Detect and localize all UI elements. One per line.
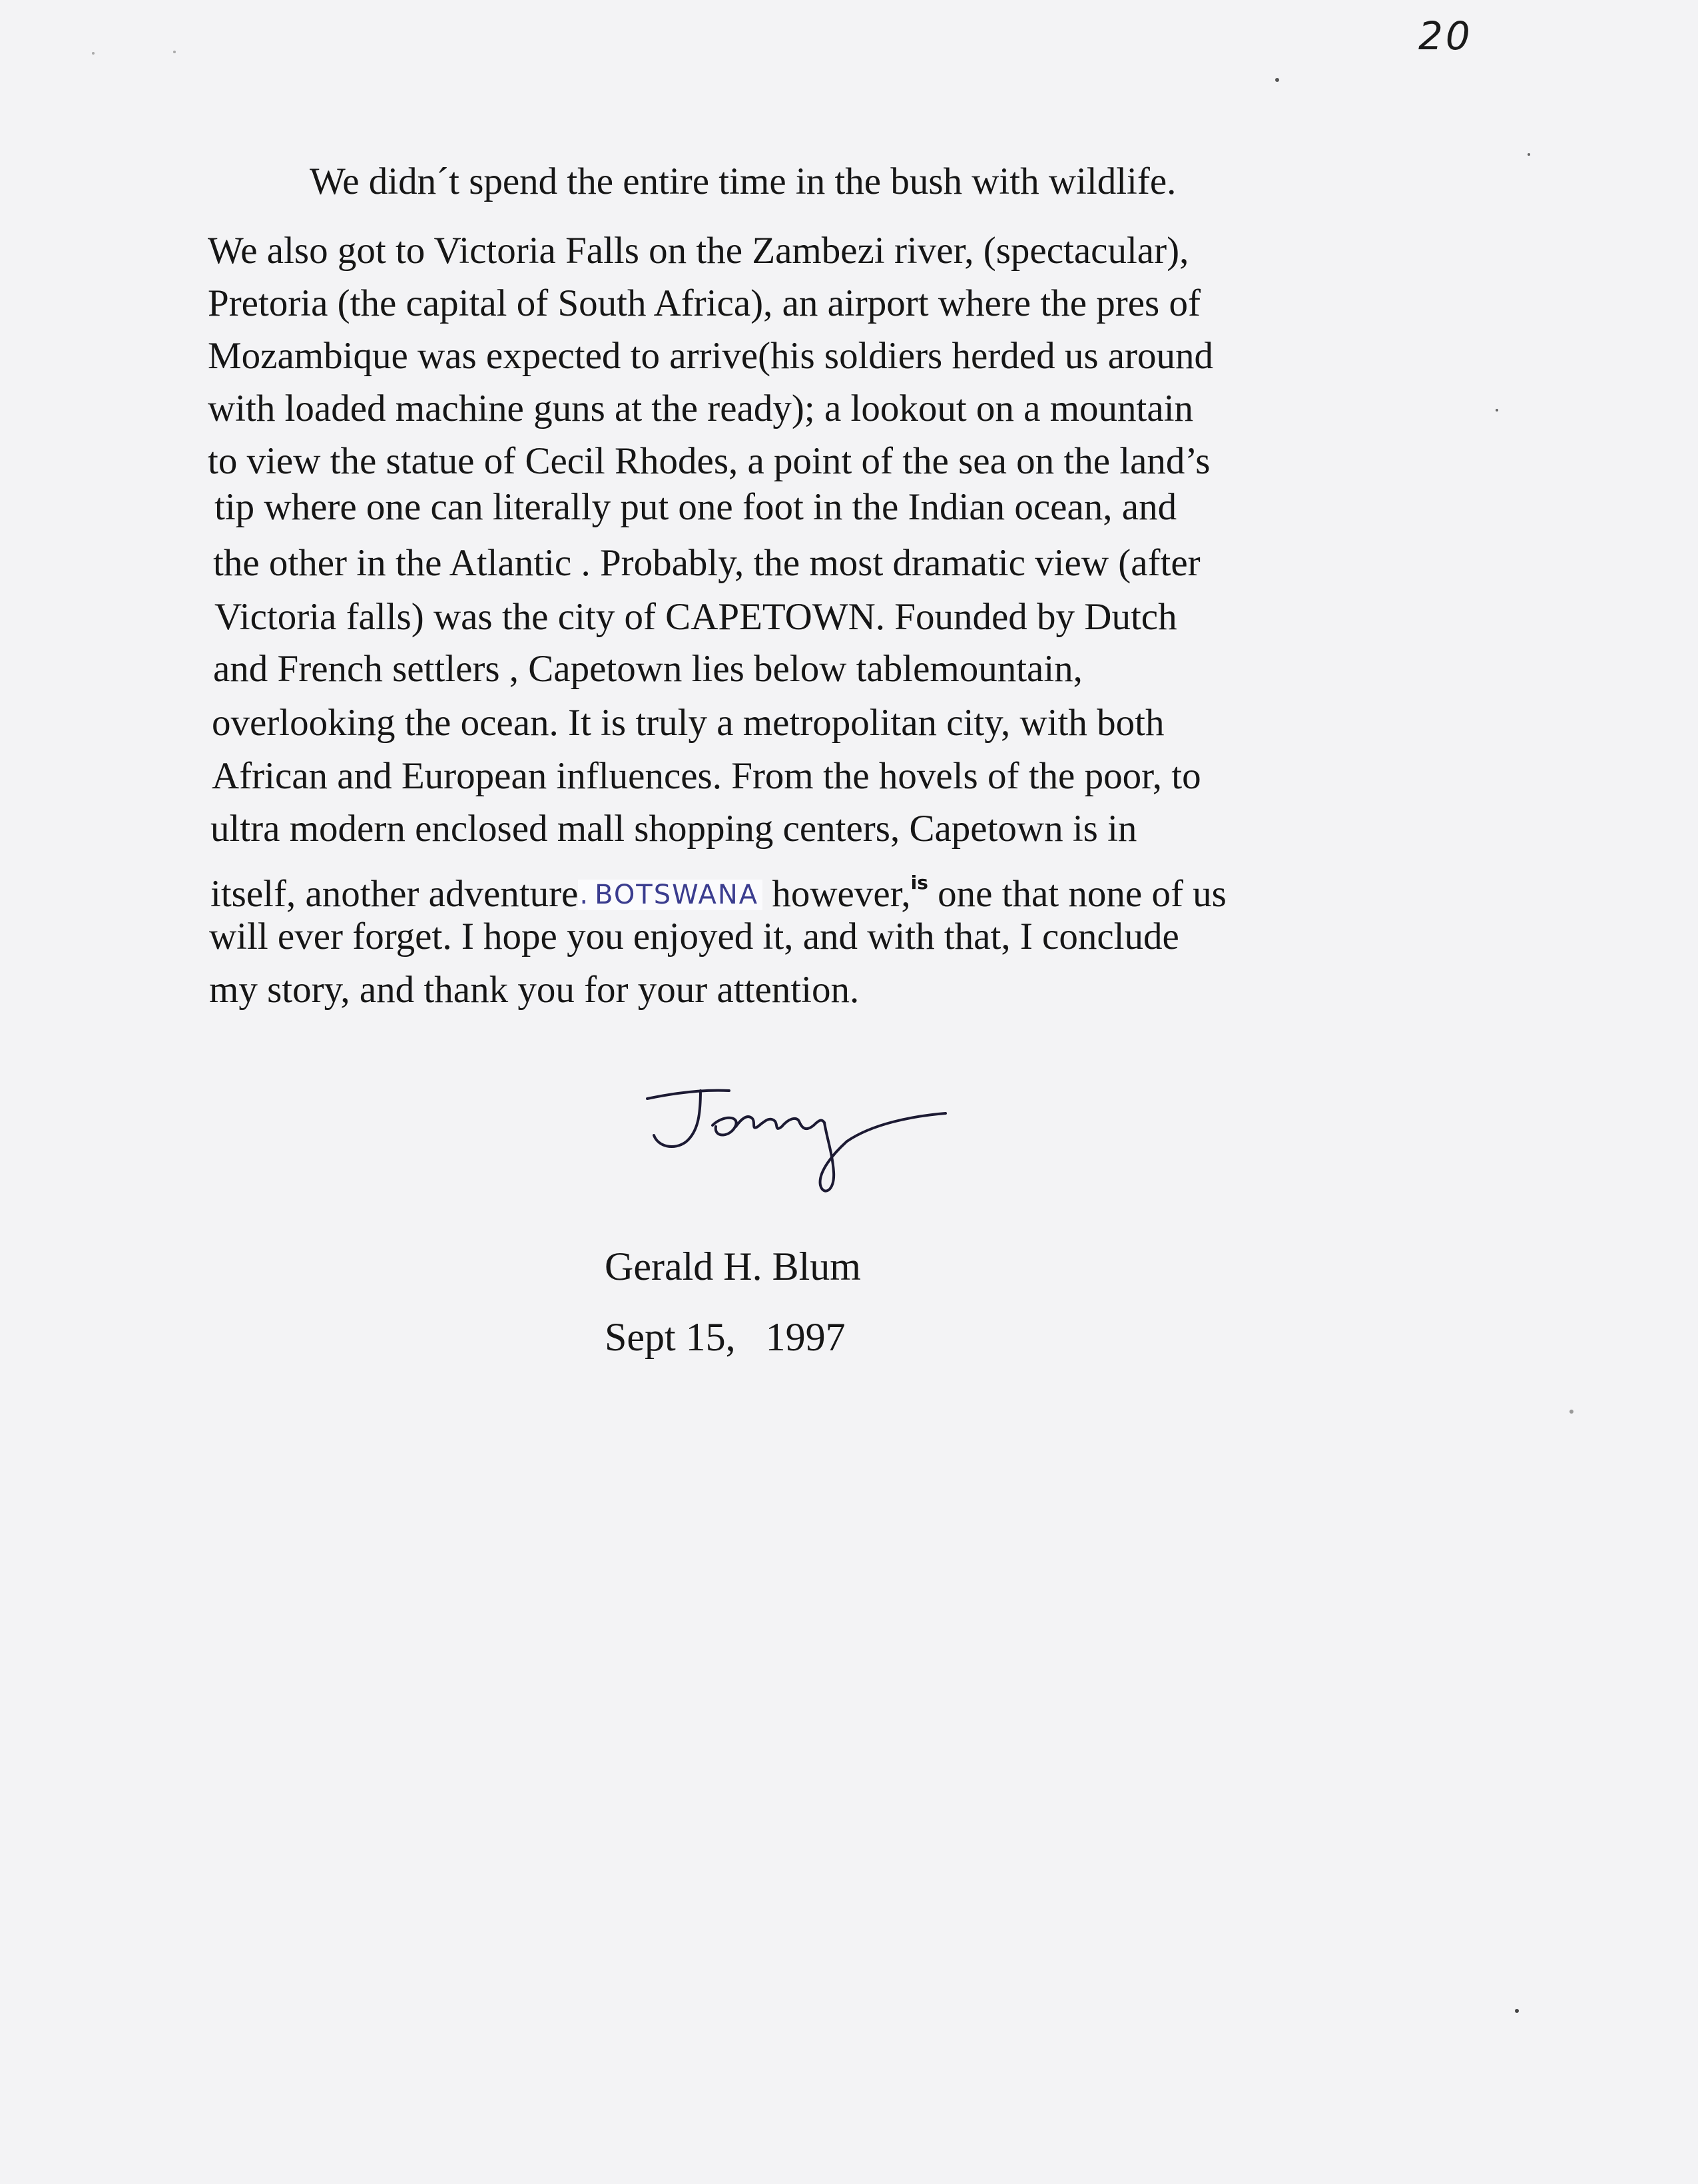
edited-line-middle: however,	[762, 873, 911, 915]
body-line: tip where one can literally put one foot in the Indian ocean, and	[214, 486, 1177, 528]
body-line: ultra modern enclosed mall shopping centers, Capetown is in	[210, 808, 1137, 850]
body-line: and French settlers , Capetown lies below tablemountain,	[213, 648, 1083, 690]
body-line: my story, and thank you for your attention.	[209, 969, 860, 1011]
body-line: overlooking the ocean. It is truly a metropolitan city, with both	[212, 702, 1165, 744]
body-line: We also got to Victoria Falls on the Zambezi river, (spectacular),	[208, 230, 1189, 272]
handwritten-correction: is	[910, 872, 928, 894]
handwritten-insertion-botswana: BOTSWANA	[591, 880, 762, 910]
insertion-dot: .	[579, 880, 590, 910]
edited-line-after: one that none of us	[928, 873, 1227, 915]
body-line: African and European influences. From the hovels of the poor, to	[212, 755, 1201, 797]
body-line: to view the statue of Cecil Rhodes, a point of the sea on the land’s	[208, 440, 1211, 482]
intro-line: We didn´t spend the entire time in the bush with wildlife.	[310, 160, 1177, 202]
page-number: 20	[1418, 13, 1473, 59]
signature-jerry	[639, 1079, 952, 1205]
document-date: Sept 15, 1997	[605, 1315, 846, 1359]
body-line: with loaded machine guns at the ready); a lookout on a mountain	[208, 388, 1194, 429]
body-line: will ever forget. I hope you enjoyed it, and with that, I conclude	[209, 916, 1179, 957]
body-line: Mozambique was expected to arrive(his soldiers herded us around	[208, 335, 1214, 377]
author-name: Gerald H. Blum	[605, 1244, 861, 1288]
edited-line-before: itself, another adventure	[210, 873, 579, 915]
edited-line	[210, 860, 1227, 918]
body-line: Pretoria (the capital of South Africa), an airport where the pres of	[208, 282, 1201, 324]
body-line: Victoria falls) was the city of CAPETOWN. Founded by Dutch	[214, 596, 1177, 638]
body-line: the other in the Atlantic . Probably, the most dramatic view (after	[213, 542, 1201, 584]
